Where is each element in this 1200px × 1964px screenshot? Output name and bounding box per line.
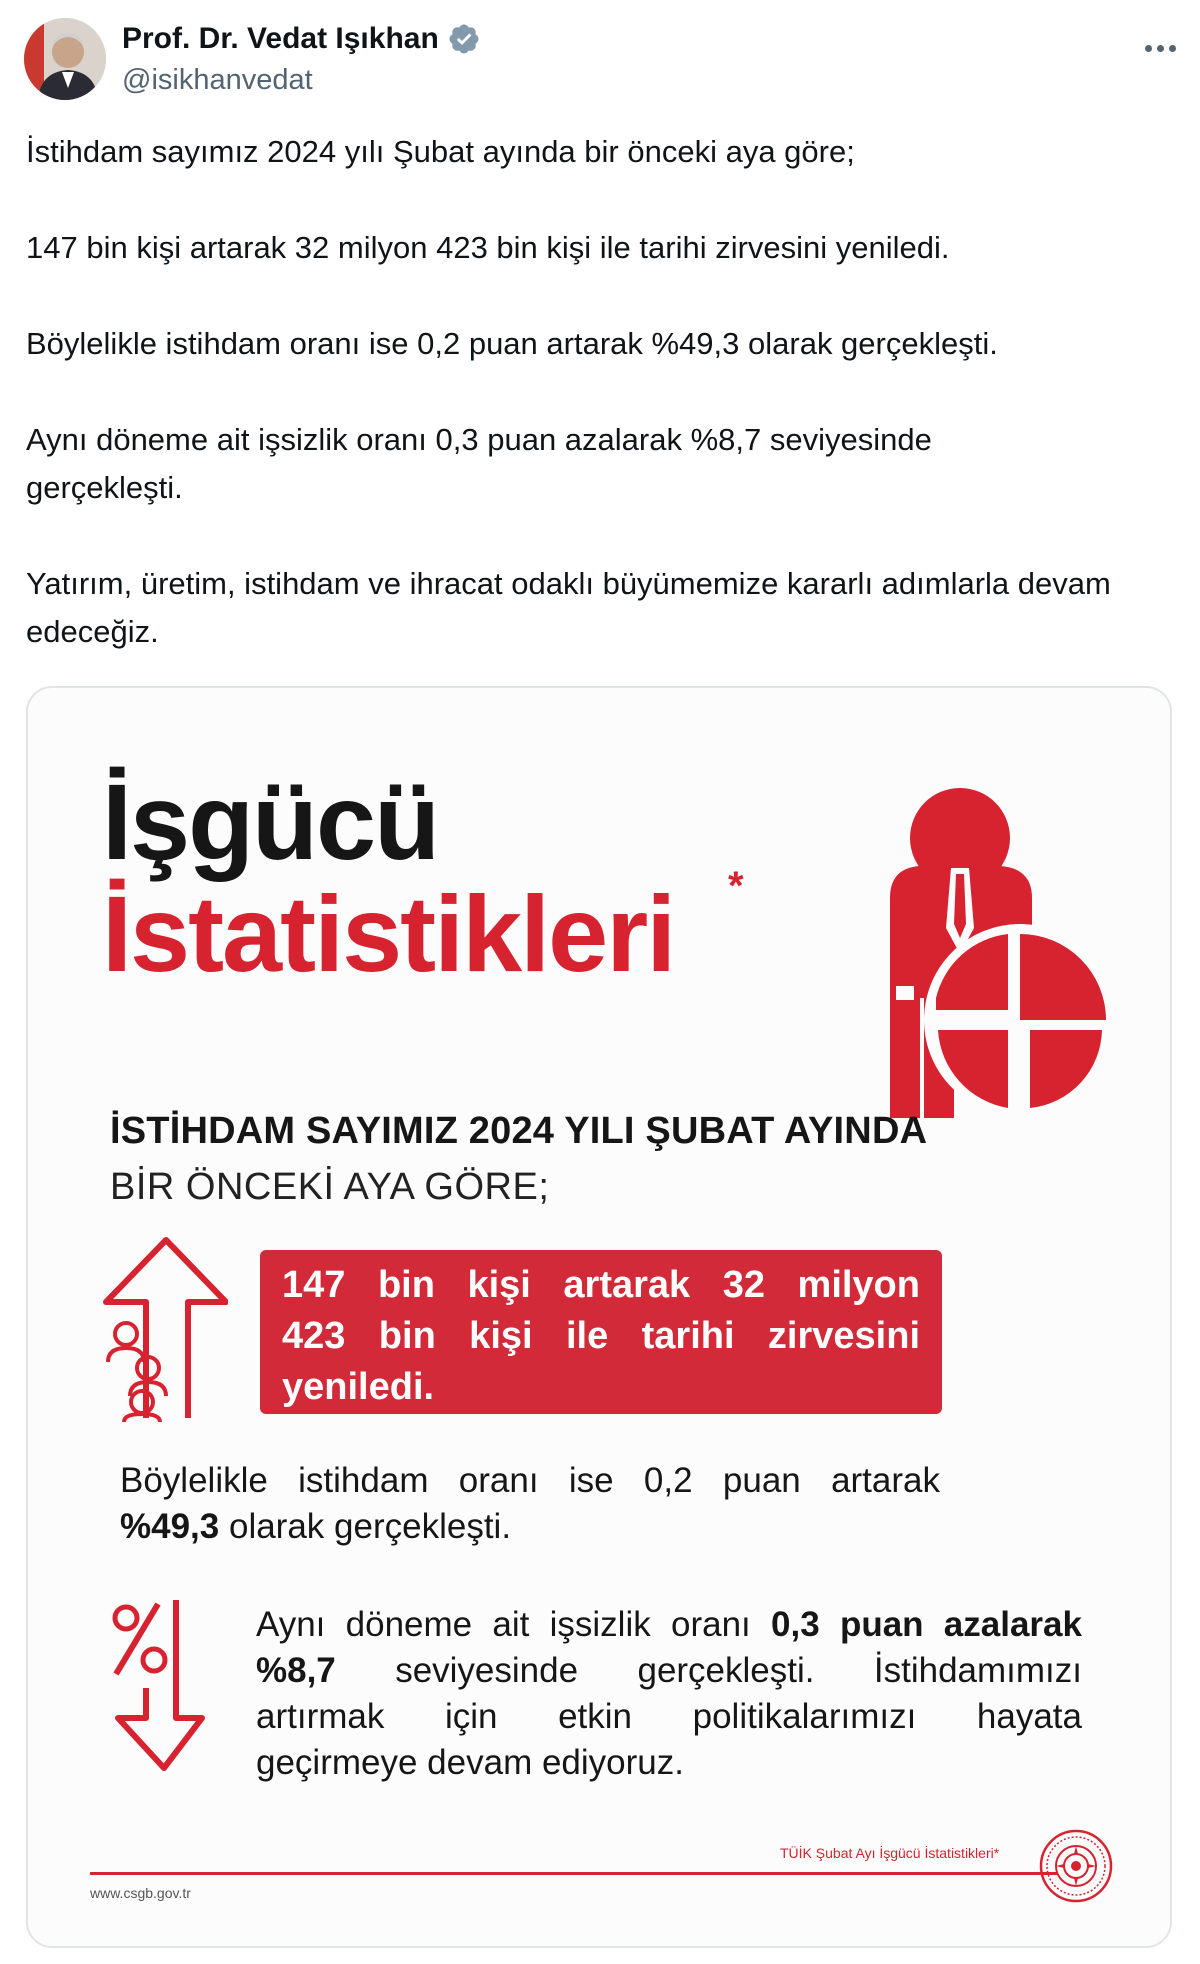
unemployment-line2: seviyesinde gerçekleşti. İstihdamımızı bbox=[335, 1651, 1082, 1690]
tweet-paragraph: Yatırım, üretim, istihdam ve ihracat odaklı büyümemize kararlı adımlarla devam edeceğiz. bbox=[26, 566, 1111, 649]
verified-badge-icon bbox=[447, 22, 481, 56]
user-handle[interactable]: @isikhanvedat bbox=[122, 64, 313, 96]
employment-line1: Böylelikle istihdam oranı ise 0,2 puan artarak bbox=[120, 1461, 940, 1500]
ministry-seal-icon bbox=[1038, 1828, 1114, 1904]
worker-chart-illustration bbox=[850, 748, 1130, 1148]
tweet-paragraph: İstihdam sayımız 2024 yılı Şubat ayında bir önceki aya göre; bbox=[26, 134, 855, 169]
highlight-line: 147 bin kişi artarak 32 milyon bbox=[282, 1264, 920, 1306]
source-note: TÜİK Şubat Ayı İşgücü İstatistikleri* bbox=[780, 1845, 1000, 1861]
unemployment-line3: artırmak için etkin politikalarımızı hayata bbox=[256, 1697, 1082, 1736]
highlight-line: yeniledi. bbox=[282, 1366, 435, 1408]
employment-rate-value: %49,3 bbox=[120, 1507, 220, 1546]
tweet-header bbox=[24, 18, 1176, 108]
unemployment-rate-value: %8,7 bbox=[256, 1651, 336, 1690]
up-arrow-people-icon bbox=[98, 1236, 228, 1422]
infographic-title-line1: İşgücü bbox=[102, 761, 439, 882]
percent-down-arrow-icon bbox=[106, 1598, 236, 1774]
unemployment-line1-bold: 0,3 puan azalarak bbox=[771, 1605, 1082, 1644]
profile-avatar[interactable] bbox=[24, 18, 106, 100]
tweet-paragraph: 147 bin kişi artarak 32 milyon 423 bin kişi ile tarihi zirvesini yeniledi. bbox=[26, 230, 950, 265]
tweet-media-image[interactable] bbox=[26, 686, 1172, 1948]
display-name[interactable]: Prof. Dr. Vedat Işıkhan bbox=[122, 22, 439, 55]
employment-line2: olarak gerçekleşti. bbox=[219, 1507, 512, 1546]
title-asterisk: * bbox=[728, 864, 744, 908]
name-row bbox=[122, 22, 481, 56]
infographic-subheading-regular: BİR ÖNCEKİ AYA GÖRE; bbox=[110, 1166, 550, 1208]
unemployment-rate-text bbox=[256, 1602, 1082, 1786]
employment-rate-text bbox=[120, 1458, 940, 1550]
more-options-icon[interactable] bbox=[1136, 38, 1176, 58]
highlight-line: 423 bin kişi ile tarihi zirvesini bbox=[282, 1315, 920, 1357]
unemployment-line1-start: Aynı döneme ait işsizlik oranı bbox=[256, 1605, 772, 1644]
tweet-paragraph: Böylelikle istihdam oranı ise 0,2 puan artarak %49,3 olarak gerçekleşti. bbox=[26, 326, 998, 361]
infographic-subheading-bold: İSTİHDAM SAYIMIZ 2024 YILI ŞUBAT AYINDA bbox=[110, 1110, 928, 1152]
infographic-title-line2: İstatistikleri bbox=[102, 873, 675, 994]
footer-divider bbox=[90, 1872, 1058, 1875]
website-url: www.csgb.gov.tr bbox=[90, 1885, 191, 1901]
tweet-paragraph: Aynı döneme ait işsizlik oranı 0,3 puan azalarak %8,7 seviyesinde gerçekleşti. bbox=[26, 422, 932, 505]
tweet-text bbox=[26, 128, 1176, 656]
highlight-box bbox=[260, 1250, 942, 1414]
unemployment-line4: geçirmeye devam ediyoruz. bbox=[256, 1743, 684, 1782]
